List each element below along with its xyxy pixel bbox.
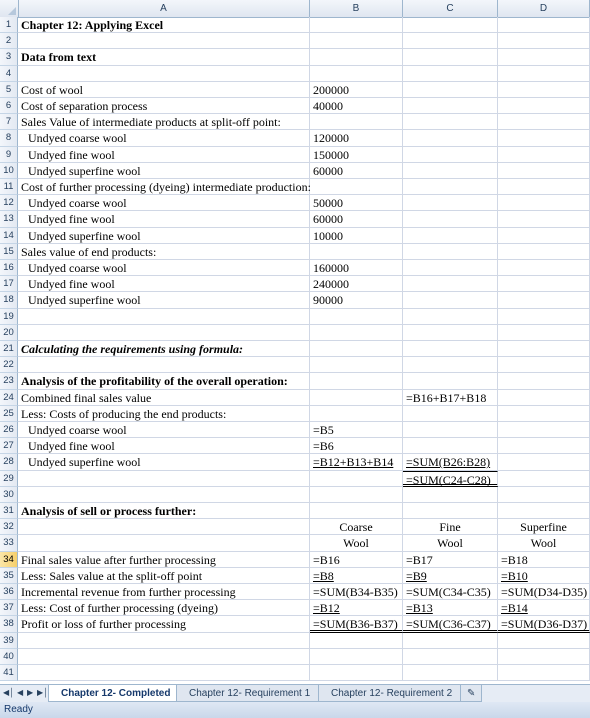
cell-a6[interactable]: Cost of separation process bbox=[18, 98, 310, 114]
select-all-button[interactable] bbox=[0, 0, 19, 17]
cell-d37[interactable]: =B14 bbox=[498, 600, 590, 616]
row-header[interactable]: 38 bbox=[0, 616, 18, 632]
cell-d7[interactable] bbox=[498, 114, 590, 130]
row-20 bbox=[0, 325, 590, 341]
cell-b1[interactable] bbox=[310, 17, 403, 33]
cell-d8[interactable] bbox=[498, 130, 590, 146]
cell-d1[interactable] bbox=[498, 17, 590, 33]
cell-d36[interactable]: =SUM(D34-D35) bbox=[498, 584, 590, 600]
cell-d41[interactable] bbox=[498, 665, 590, 681]
cell-b11[interactable] bbox=[310, 179, 403, 195]
cell-b6[interactable]: 40000 bbox=[310, 98, 403, 114]
cell-a32[interactable] bbox=[18, 519, 310, 535]
row-3 bbox=[0, 49, 590, 65]
row-29 bbox=[0, 471, 590, 487]
row-header[interactable]: 17 bbox=[0, 276, 18, 292]
cell-a20[interactable] bbox=[18, 325, 310, 341]
cell-b24[interactable] bbox=[310, 390, 403, 406]
cell-d29[interactable] bbox=[498, 471, 590, 487]
cell-d18[interactable] bbox=[498, 292, 590, 308]
row-header[interactable]: 8 bbox=[0, 130, 18, 146]
row-header[interactable]: 37 bbox=[0, 600, 18, 616]
cell-a3[interactable]: Data from text bbox=[18, 49, 310, 65]
row-22 bbox=[0, 357, 590, 373]
cell-b17[interactable]: 240000 bbox=[310, 276, 403, 292]
cell-c25[interactable] bbox=[403, 406, 498, 422]
last-sheet-nav-icon[interactable]: ▶│ bbox=[37, 688, 49, 697]
row-13 bbox=[0, 211, 590, 227]
cell-a37[interactable]: Less: Cost of further processing (dyeing) bbox=[18, 600, 310, 616]
row-32 bbox=[0, 519, 590, 535]
row-header[interactable]: 25 bbox=[0, 406, 18, 422]
column-header-a[interactable]: A bbox=[18, 0, 310, 17]
cell-a40[interactable] bbox=[18, 649, 310, 665]
cell-c16[interactable] bbox=[403, 260, 498, 276]
cell-b14[interactable]: 10000 bbox=[310, 228, 403, 244]
row-header[interactable]: 19 bbox=[0, 309, 18, 325]
row-header[interactable]: 31 bbox=[0, 503, 18, 519]
cell-a41[interactable] bbox=[18, 665, 310, 681]
cell-c27[interactable] bbox=[403, 438, 498, 454]
row-header[interactable]: 29 bbox=[0, 471, 18, 487]
row-12 bbox=[0, 195, 590, 211]
cell-b40[interactable] bbox=[310, 649, 403, 665]
sheet-tab-requirement-1[interactable]: Chapter 12- Requirement 1 bbox=[176, 685, 323, 702]
row-24 bbox=[0, 390, 590, 406]
cell-b36[interactable]: =SUM(B34-B35) bbox=[310, 584, 403, 600]
cell-c7[interactable] bbox=[403, 114, 498, 130]
cell-d34[interactable]: =B18 bbox=[498, 552, 590, 568]
cell-b16[interactable]: 160000 bbox=[310, 260, 403, 276]
cell-b31[interactable] bbox=[310, 503, 403, 519]
row-header[interactable]: 30 bbox=[0, 487, 18, 503]
cell-c8[interactable] bbox=[403, 130, 498, 146]
cell-a15[interactable]: Sales value of end products: bbox=[18, 244, 310, 260]
cell-b8[interactable]: 120000 bbox=[310, 130, 403, 146]
row-23 bbox=[0, 373, 590, 389]
cell-c32[interactable]: Fine bbox=[403, 519, 498, 535]
cell-d39[interactable] bbox=[498, 633, 590, 649]
cell-d6[interactable] bbox=[498, 98, 590, 114]
cell-d32[interactable]: Superfine bbox=[498, 519, 590, 535]
row-header[interactable]: 22 bbox=[0, 357, 18, 373]
cell-b23[interactable] bbox=[310, 373, 403, 389]
row-8 bbox=[0, 130, 590, 146]
cell-b3[interactable] bbox=[310, 49, 403, 65]
cell-b2[interactable] bbox=[310, 33, 403, 49]
cell-c39[interactable] bbox=[403, 633, 498, 649]
cell-a2[interactable] bbox=[18, 33, 310, 49]
cell-c28[interactable]: =SUM(B26:B28) bbox=[403, 454, 498, 470]
cell-c37[interactable]: =B13 bbox=[403, 600, 498, 616]
cell-a31[interactable]: Analysis of sell or process further: bbox=[18, 503, 310, 519]
cell-c10[interactable] bbox=[403, 163, 498, 179]
row-header[interactable]: 13 bbox=[0, 211, 18, 227]
row-header[interactable]: 10 bbox=[0, 163, 18, 179]
column-header-d[interactable]: D bbox=[498, 0, 590, 17]
cell-c12[interactable] bbox=[403, 195, 498, 211]
cell-a5[interactable]: Cost of wool bbox=[18, 82, 310, 98]
row-header[interactable]: 20 bbox=[0, 325, 18, 341]
cell-c15[interactable] bbox=[403, 244, 498, 260]
cell-c19[interactable] bbox=[403, 309, 498, 325]
row-header[interactable]: 32 bbox=[0, 519, 18, 535]
row-19 bbox=[0, 309, 590, 325]
row-header[interactable]: 39 bbox=[0, 633, 18, 649]
row-header[interactable]: 27 bbox=[0, 438, 18, 454]
cell-c6[interactable] bbox=[403, 98, 498, 114]
cell-a22[interactable] bbox=[18, 357, 310, 373]
row-1 bbox=[0, 17, 590, 33]
cell-c5[interactable] bbox=[403, 82, 498, 98]
cell-d14[interactable] bbox=[498, 228, 590, 244]
cell-c9[interactable] bbox=[403, 147, 498, 163]
row-header[interactable]: 15 bbox=[0, 244, 18, 260]
cell-c13[interactable] bbox=[403, 211, 498, 227]
cell-a7[interactable]: Sales Value of intermediate products at split-off point: bbox=[18, 114, 310, 130]
insert-sheet-icon[interactable]: ✎ bbox=[460, 685, 482, 702]
next-sheet-nav-icon[interactable]: ▶ bbox=[27, 688, 34, 697]
cell-b26[interactable]: =B5 bbox=[310, 422, 403, 438]
cell-d40[interactable] bbox=[498, 649, 590, 665]
cell-b18[interactable]: 90000 bbox=[310, 292, 403, 308]
cell-c30[interactable] bbox=[403, 487, 498, 503]
cell-d2[interactable] bbox=[498, 33, 590, 49]
cell-d3[interactable] bbox=[498, 49, 590, 65]
cell-a14[interactable]: Undyed superfine wool bbox=[18, 228, 310, 244]
cell-b15[interactable] bbox=[310, 244, 403, 260]
cell-d27[interactable] bbox=[498, 438, 590, 454]
row-header[interactable]: 26 bbox=[0, 422, 18, 438]
cell-a25[interactable]: Less: Costs of producing the end products: bbox=[18, 406, 310, 422]
cell-d9[interactable] bbox=[498, 147, 590, 163]
cell-d5[interactable] bbox=[498, 82, 590, 98]
cell-a30[interactable] bbox=[18, 487, 310, 503]
cell-b33[interactable]: Wool bbox=[310, 535, 403, 551]
cell-a13[interactable]: Undyed fine wool bbox=[18, 211, 310, 227]
cell-d38[interactable]: =SUM(D36-D37) bbox=[498, 616, 590, 632]
row-10 bbox=[0, 163, 590, 179]
cell-b38[interactable]: =SUM(B36-B37) bbox=[310, 616, 403, 632]
cell-c11[interactable] bbox=[403, 179, 498, 195]
cell-c40[interactable] bbox=[403, 649, 498, 665]
cell-b9[interactable]: 150000 bbox=[310, 147, 403, 163]
cell-a35[interactable]: Less: Sales value at the split-off point bbox=[18, 568, 310, 584]
cell-c18[interactable] bbox=[403, 292, 498, 308]
row-40 bbox=[0, 649, 590, 665]
sheet-tab-bar bbox=[0, 684, 590, 703]
cell-b13[interactable]: 60000 bbox=[310, 211, 403, 227]
sheet-tab-requirement-2[interactable]: Chapter 12- Requirement 2 bbox=[318, 685, 465, 702]
cell-a12[interactable]: Undyed coarse wool bbox=[18, 195, 310, 211]
column-header-bar bbox=[0, 0, 590, 18]
row-7 bbox=[0, 114, 590, 130]
cell-d19[interactable] bbox=[498, 309, 590, 325]
cell-a21[interactable]: Calculating the requirements using formula: bbox=[18, 341, 310, 357]
row-header[interactable]: 6 bbox=[0, 98, 18, 114]
cell-c36[interactable]: =SUM(C34-C35) bbox=[403, 584, 498, 600]
row-41 bbox=[0, 665, 590, 681]
cell-c4[interactable] bbox=[403, 66, 498, 82]
cell-a18[interactable]: Undyed superfine wool bbox=[18, 292, 310, 308]
cell-b22[interactable] bbox=[310, 357, 403, 373]
row-37 bbox=[0, 600, 590, 616]
cell-b35[interactable]: =B8 bbox=[310, 568, 403, 584]
cell-b25[interactable] bbox=[310, 406, 403, 422]
cell-a16[interactable]: Undyed coarse wool bbox=[18, 260, 310, 276]
row-header[interactable]: 28 bbox=[0, 454, 18, 470]
cell-c26[interactable] bbox=[403, 422, 498, 438]
row-33 bbox=[0, 535, 590, 551]
cell-a19[interactable] bbox=[18, 309, 310, 325]
cell-a27[interactable]: Undyed fine wool bbox=[18, 438, 310, 454]
row-header[interactable]: 16 bbox=[0, 260, 18, 276]
row-header[interactable]: 1 bbox=[0, 17, 18, 33]
row-34 bbox=[0, 552, 590, 568]
cell-d11[interactable] bbox=[498, 179, 590, 195]
cell-a1[interactable]: Chapter 12: Applying Excel bbox=[18, 17, 310, 33]
row-header[interactable]: 2 bbox=[0, 33, 18, 49]
row-header[interactable]: 41 bbox=[0, 665, 18, 681]
cell-a4[interactable] bbox=[18, 66, 310, 82]
cell-d28[interactable] bbox=[498, 454, 590, 470]
cell-a26[interactable]: Undyed coarse wool bbox=[18, 422, 310, 438]
cell-b41[interactable] bbox=[310, 665, 403, 681]
row-header[interactable]: 14 bbox=[0, 228, 18, 244]
cell-a29[interactable] bbox=[18, 471, 310, 487]
cell-a33[interactable] bbox=[18, 535, 310, 551]
cell-a28[interactable]: Undyed superfine wool bbox=[18, 454, 310, 470]
cell-d21[interactable] bbox=[498, 341, 590, 357]
cell-d16[interactable] bbox=[498, 260, 590, 276]
cell-a9[interactable]: Undyed fine wool bbox=[18, 147, 310, 163]
cell-c21[interactable] bbox=[403, 341, 498, 357]
cell-c38[interactable]: =SUM(C36-C37) bbox=[403, 616, 498, 632]
cell-b7[interactable] bbox=[310, 114, 403, 130]
row-25 bbox=[0, 406, 590, 422]
cell-c34[interactable]: =B17 bbox=[403, 552, 498, 568]
cell-d10[interactable] bbox=[498, 163, 590, 179]
cell-b12[interactable]: 50000 bbox=[310, 195, 403, 211]
first-sheet-nav-icon[interactable]: ◀│ bbox=[3, 688, 15, 697]
cell-d25[interactable] bbox=[498, 406, 590, 422]
cell-d31[interactable] bbox=[498, 503, 590, 519]
row-4 bbox=[0, 66, 590, 82]
cell-c29[interactable]: =SUM(C24-C28) bbox=[403, 471, 498, 487]
row-36 bbox=[0, 584, 590, 600]
column-header-b[interactable]: B bbox=[310, 0, 403, 17]
cell-c2[interactable] bbox=[403, 33, 498, 49]
cell-c14[interactable] bbox=[403, 228, 498, 244]
cell-b28[interactable]: =B12+B13+B14 bbox=[310, 454, 403, 470]
cell-a10[interactable]: Undyed superfine wool bbox=[18, 163, 310, 179]
cell-d15[interactable] bbox=[498, 244, 590, 260]
cell-b32[interactable]: Coarse bbox=[310, 519, 403, 535]
cell-c41[interactable] bbox=[403, 665, 498, 681]
row-header[interactable]: 12 bbox=[0, 195, 18, 211]
prev-sheet-nav-icon[interactable]: ◀ bbox=[17, 688, 24, 697]
row-9 bbox=[0, 147, 590, 163]
bottom-area bbox=[0, 684, 590, 718]
row-5 bbox=[0, 82, 590, 98]
row-16 bbox=[0, 260, 590, 276]
row-17 bbox=[0, 276, 590, 292]
cell-c3[interactable] bbox=[403, 49, 498, 65]
cell-b39[interactable] bbox=[310, 633, 403, 649]
cell-c24[interactable]: =B16+B17+B18 bbox=[403, 390, 498, 406]
cell-d26[interactable] bbox=[498, 422, 590, 438]
cell-d35[interactable]: =B10 bbox=[498, 568, 590, 584]
row-31 bbox=[0, 503, 590, 519]
row-6 bbox=[0, 98, 590, 114]
cell-b5[interactable]: 200000 bbox=[310, 82, 403, 98]
row-header[interactable]: 4 bbox=[0, 66, 18, 82]
row-header[interactable]: 7 bbox=[0, 114, 18, 130]
cell-a17[interactable]: Undyed fine wool bbox=[18, 276, 310, 292]
row-35 bbox=[0, 568, 590, 584]
sheet-tab-completed[interactable]: Chapter 12- Completed bbox=[48, 685, 183, 702]
row-26 bbox=[0, 422, 590, 438]
cell-b29[interactable] bbox=[310, 471, 403, 487]
row-header[interactable]: 5 bbox=[0, 82, 18, 98]
row-28 bbox=[0, 454, 590, 470]
cell-a8[interactable]: Undyed coarse wool bbox=[18, 130, 310, 146]
cell-d13[interactable] bbox=[498, 211, 590, 227]
row-18 bbox=[0, 292, 590, 308]
cell-d20[interactable] bbox=[498, 325, 590, 341]
cell-b37[interactable]: =B12 bbox=[310, 600, 403, 616]
cell-c23[interactable] bbox=[403, 373, 498, 389]
row-header[interactable]: 36 bbox=[0, 584, 18, 600]
spreadsheet-grid bbox=[0, 17, 590, 684]
cell-a36[interactable]: Incremental revenue from further processing bbox=[18, 584, 310, 600]
row-header[interactable]: 40 bbox=[0, 649, 18, 665]
cell-b30[interactable] bbox=[310, 487, 403, 503]
row-11 bbox=[0, 179, 590, 195]
row-header[interactable]: 11 bbox=[0, 179, 18, 195]
row-header[interactable]: 23 bbox=[0, 373, 18, 389]
cell-b19[interactable] bbox=[310, 309, 403, 325]
row-header[interactable]: 35 bbox=[0, 568, 18, 584]
cell-c33[interactable]: Wool bbox=[403, 535, 498, 551]
cell-b27[interactable]: =B6 bbox=[310, 438, 403, 454]
status-bar-text: Ready bbox=[0, 702, 590, 718]
cell-b20[interactable] bbox=[310, 325, 403, 341]
cell-c22[interactable] bbox=[403, 357, 498, 373]
row-header[interactable]: 3 bbox=[0, 49, 18, 65]
row-header[interactable]: 21 bbox=[0, 341, 18, 357]
cell-c17[interactable] bbox=[403, 276, 498, 292]
row-21 bbox=[0, 341, 590, 357]
column-header-c[interactable]: C bbox=[403, 0, 498, 17]
cell-b34[interactable]: =B16 bbox=[310, 552, 403, 568]
row-30 bbox=[0, 487, 590, 503]
cell-c1[interactable] bbox=[403, 17, 498, 33]
cell-c35[interactable]: =B9 bbox=[403, 568, 498, 584]
cell-d22[interactable] bbox=[498, 357, 590, 373]
cell-a23[interactable]: Analysis of the profitability of the overall operation: bbox=[18, 373, 310, 389]
row-header[interactable]: 18 bbox=[0, 292, 18, 308]
cell-d12[interactable] bbox=[498, 195, 590, 211]
row-39 bbox=[0, 633, 590, 649]
cell-a24[interactable]: Combined final sales value bbox=[18, 390, 310, 406]
cell-d23[interactable] bbox=[498, 373, 590, 389]
row-15 bbox=[0, 244, 590, 260]
cell-a11[interactable]: Cost of further processing (dyeing) intermediate production: bbox=[18, 179, 310, 195]
cell-d30[interactable] bbox=[498, 487, 590, 503]
row-27 bbox=[0, 438, 590, 454]
row-14 bbox=[0, 228, 590, 244]
cell-a34[interactable]: Final sales value after further processing bbox=[18, 552, 310, 568]
cell-b21[interactable] bbox=[310, 341, 403, 357]
row-header[interactable]: 33 bbox=[0, 535, 18, 551]
cell-b10[interactable]: 60000 bbox=[310, 163, 403, 179]
row-header[interactable]: 24 bbox=[0, 390, 18, 406]
cell-c20[interactable] bbox=[403, 325, 498, 341]
row-38 bbox=[0, 616, 590, 632]
row-header[interactable]: 9 bbox=[0, 147, 18, 163]
cell-d33[interactable]: Wool bbox=[498, 535, 590, 551]
cell-c31[interactable] bbox=[403, 503, 498, 519]
cell-d17[interactable] bbox=[498, 276, 590, 292]
cell-d24[interactable] bbox=[498, 390, 590, 406]
row-header[interactable]: 34 bbox=[0, 552, 18, 568]
cell-a39[interactable] bbox=[18, 633, 310, 649]
cell-d4[interactable] bbox=[498, 66, 590, 82]
cell-b4[interactable] bbox=[310, 66, 403, 82]
cell-a38[interactable]: Profit or loss of further processing bbox=[18, 616, 310, 632]
row-2 bbox=[0, 33, 590, 49]
